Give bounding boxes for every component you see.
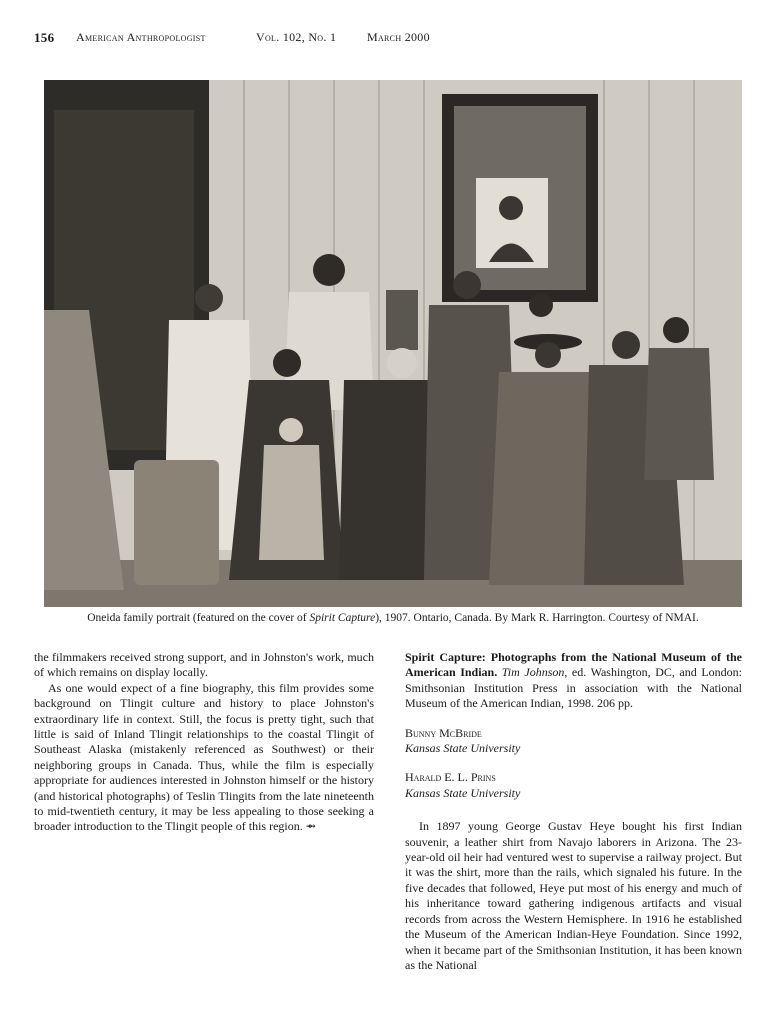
reviewer-name: Harald E. L. Prins (405, 770, 496, 785)
reviewer-affiliation: Kansas State University (405, 741, 521, 756)
right-column (405, 650, 742, 973)
end-mark-icon: ⇴ (305, 819, 316, 834)
left-column (34, 650, 374, 835)
photo-illustration (44, 80, 742, 607)
reviewer-name: Bunny McBride (405, 725, 482, 740)
review-title: Spirit Capture: Photographs from the National Museum of the American Indian. (405, 650, 742, 680)
reviewer-affiliation: Kansas State University (405, 785, 521, 800)
review-heading (405, 650, 742, 712)
issue-date: March 2000 (367, 30, 430, 44)
reviewer-1 (405, 726, 742, 757)
review-editor: Tim Johnson (501, 665, 565, 680)
figure-caption (44, 612, 742, 624)
family-portrait-photo (44, 80, 742, 607)
caption-lead: Oneida family portrait (featured on the cover of (87, 612, 310, 624)
running-header (34, 30, 734, 50)
left-paragraph-1: the filmmakers received strong support, and in Johnston's work, much of which remains on display locally. (34, 650, 374, 680)
reviewer-2 (405, 770, 742, 801)
caption-tail: ), 1907. Ontario, Canada. By Mark R. Harrington. Courtesy of NMAI. (375, 612, 699, 624)
review-body: In 1897 young George Gustav Heye bought his first Indian souvenir, a leather shirt from Navajo laborers in Arizona. The 23-year-old oil heir had ventured west to supervise a railway project. But it was the shirt, more than the rails, which signaled his future. In the five decades that followed, Heye put most of his energy and much of his inheritance toward gathering indigenous artifacts and visual records from across the Western Hemisphere. In 1916 he established the Museum of the American Indian-Heye Foundation. Since 1992, when it became part of the Smithsonian Institution, it has been known as the National (405, 819, 742, 972)
left-paragraph-2 (34, 681, 374, 835)
caption-title: Spirit Capture (309, 612, 376, 624)
left-paragraph-2-text: As one would expect of a fine biography, this film provides some background on Tlingit culture and history to place Johnston's extraordinary life in context. Still, the focus is pretty tight, such that little is said of Inland Tlingit relationships to the coastal Tlingit of Southeast Alaska (mistakenly referenced as Southwest) or their neighboring groups in Canada. Thus, while the film is especially appropriate for audiences interested in Johnston himself or the history (and historical photographs) of Teslin Tlingits from the late nineteenth to mid-twentieth century, it may be less appealing to those seeking a broader introduction to the Tlingit people of this region. (34, 680, 374, 834)
page-number: 156 (34, 30, 55, 45)
review-details: , ed. Washington, DC, and London: Smithsonian Institution Press in association with the National Museum of the American Indian, 1998. 206 pp. (405, 665, 742, 711)
volume-info: Vol. 102, No. 1 (256, 30, 337, 44)
journal-name: American Anthropologist (76, 30, 206, 44)
